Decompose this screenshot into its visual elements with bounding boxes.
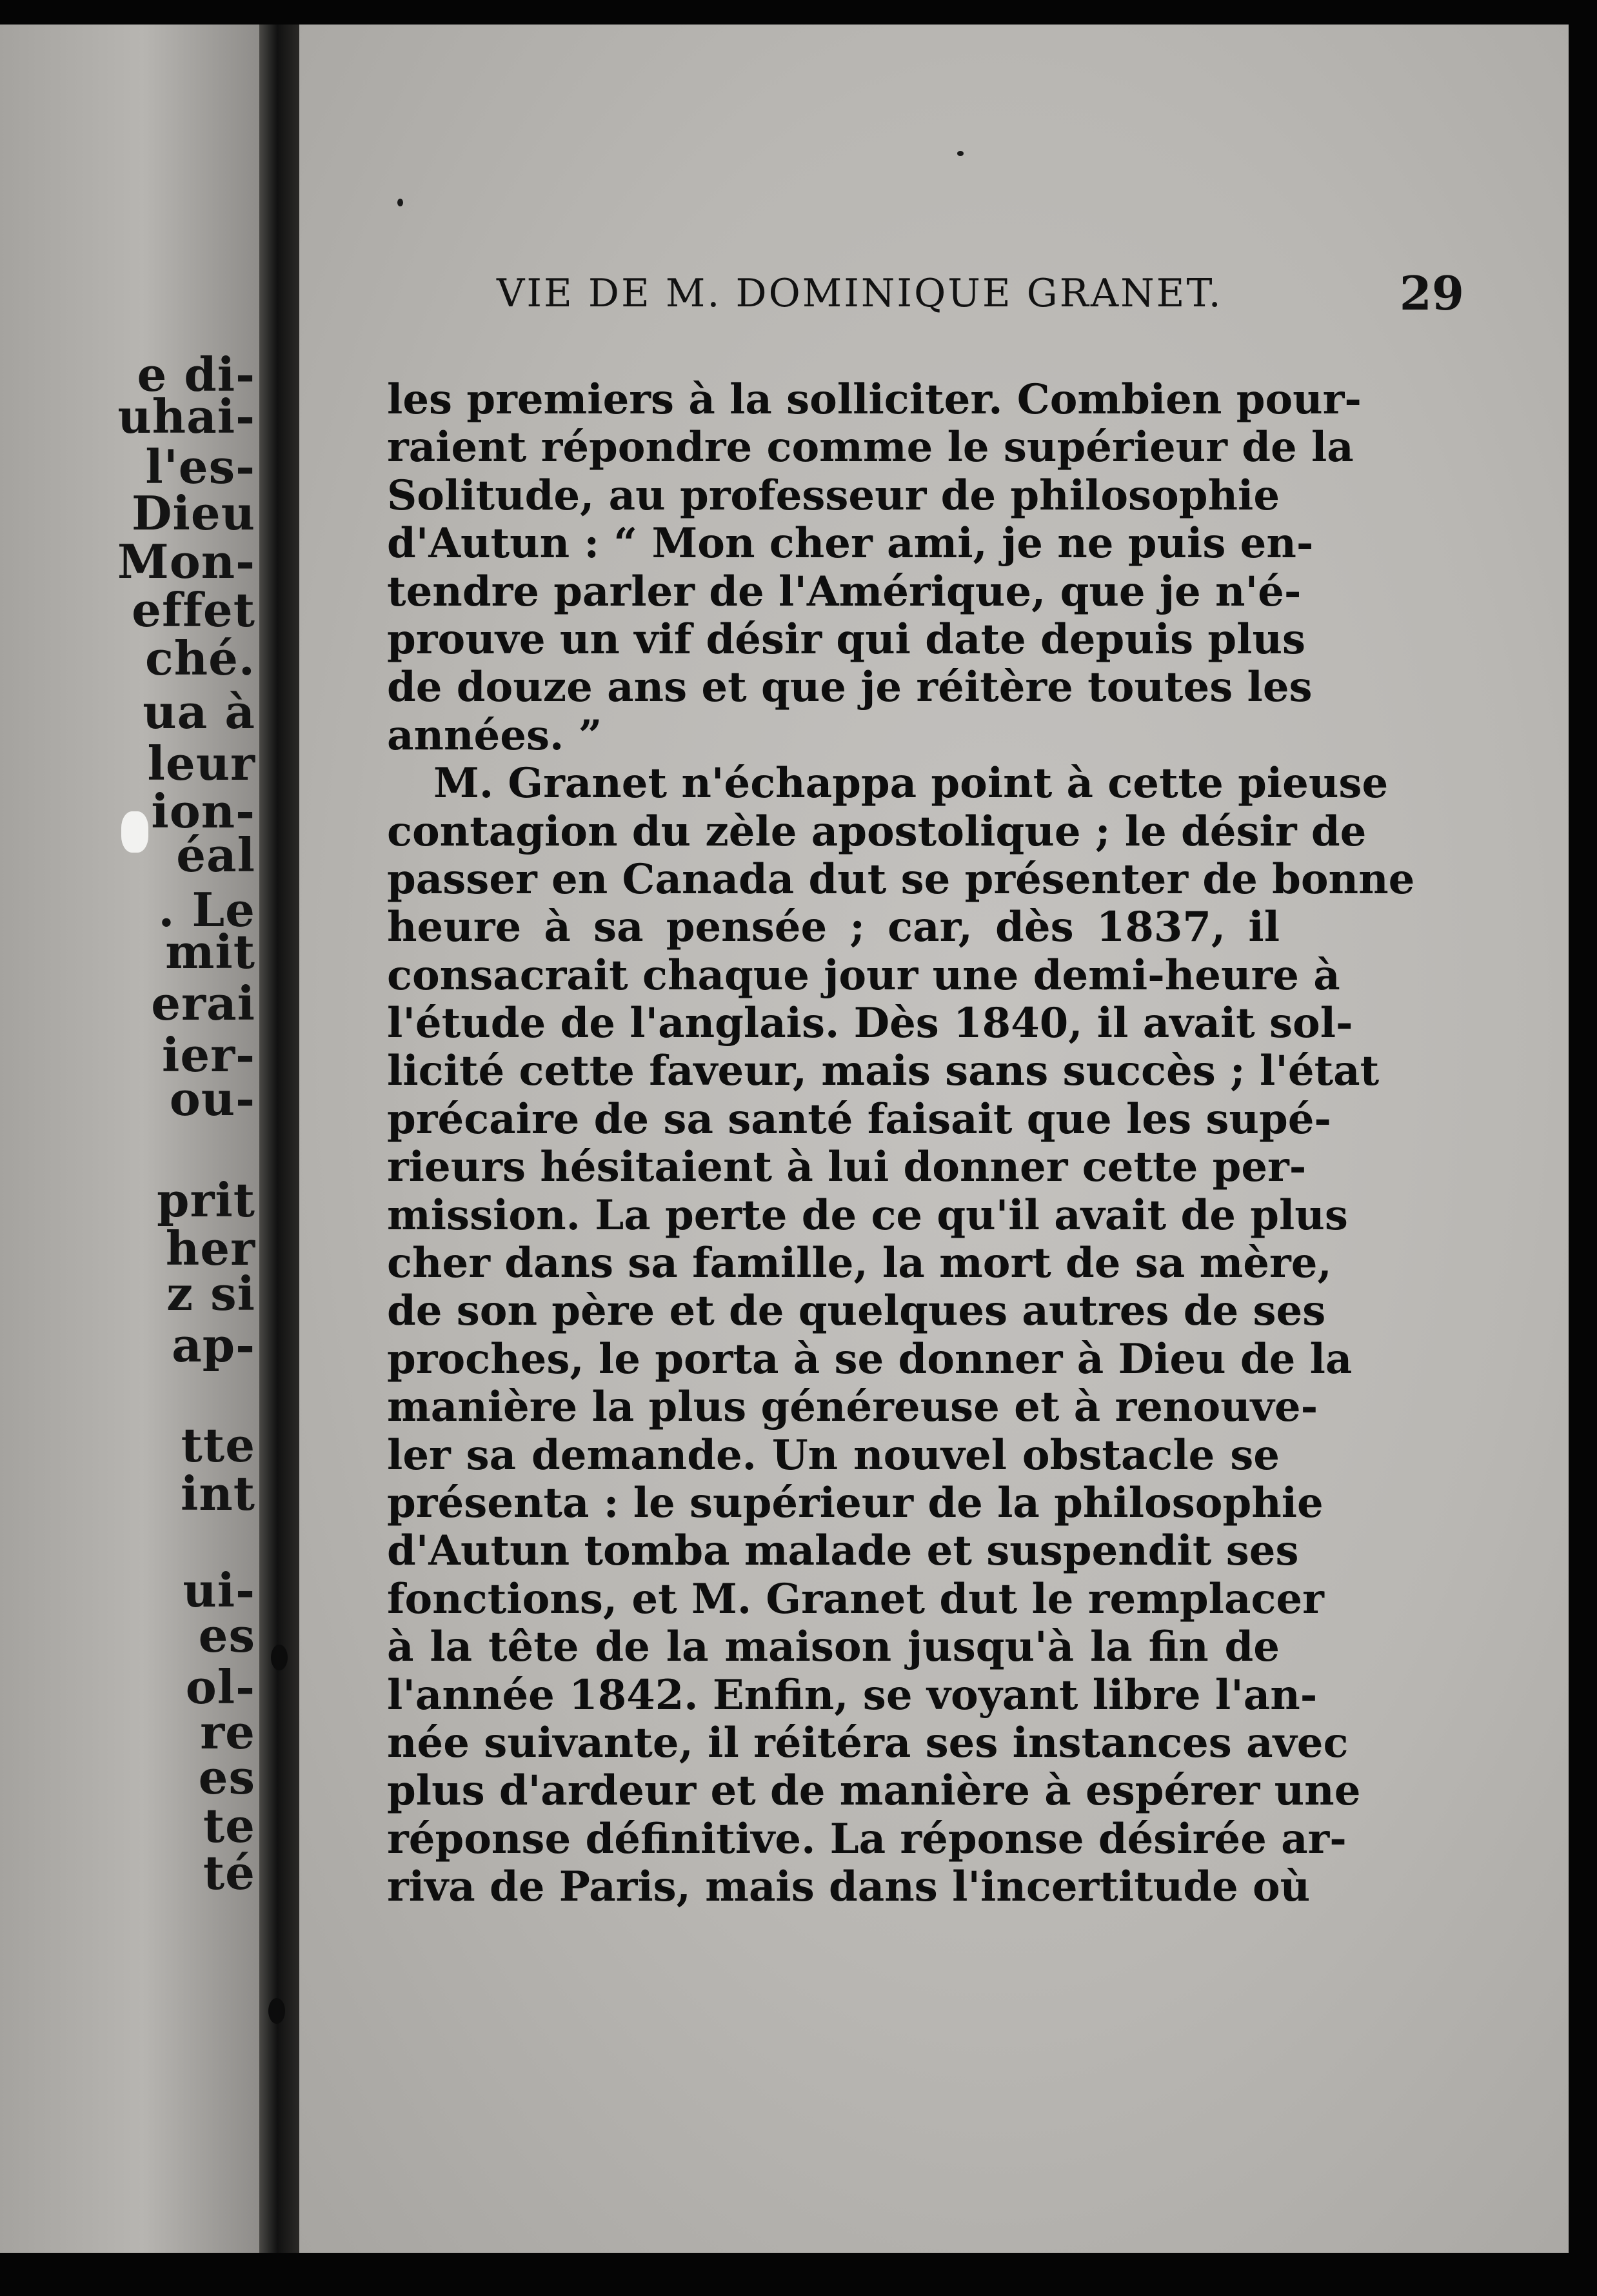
text-line: d'Autun tomba malade et suspendit ses [387,1527,1299,1576]
left-page-line: ché. [144,631,255,686]
left-page-line: l'es- [145,439,255,494]
text-line: Solitude, au professeur de philosophie [387,471,1280,520]
left-page-line: tte [181,1418,255,1472]
text-line: licité cette faveur, mais sans succès ; l'état [387,1047,1380,1096]
page [299,25,1569,2253]
text-line: prouve un vif désir qui date depuis plus [387,615,1305,664]
left-page-line: effet [132,582,255,637]
left-page-line: prit [157,1173,255,1227]
left-page-line: té [203,1845,255,1900]
binding-mark [271,1645,288,1670]
left-page-line: erai [151,976,255,1031]
text-line: heure à sa pensée ; car, dès 1837, il [387,903,1280,952]
binding-mark [268,1998,285,2024]
left-page-line: ua à [143,684,255,739]
left-page-line: . Le [158,882,255,937]
text-line: M. Granet n'échappa point à cette pieuse [433,759,1389,808]
running-head [497,264,1464,322]
left-page-line: ou- [169,1071,255,1126]
text-line: née suivante, il réitéra ses instances avec [387,1718,1349,1767]
text-line: ler sa demande. Un nouvel obstacle se [387,1430,1280,1480]
page-number: 29 [1399,266,1464,321]
left-page-line: éal [176,827,255,882]
text-line: cher dans sa famille, la mort de sa mère, [387,1239,1332,1288]
left-page-line: e di- [137,347,255,402]
text-line: tendre parler de l'Amérique, que je n'é- [387,567,1302,616]
text-line: fonctions, et M. Granet dut le remplacer [387,1574,1324,1623]
text-line: contagion du zèle apostolique ; le désir de [387,807,1367,856]
left-page-fragment [0,25,259,2253]
text-line: présenta : le supérieur de la philosophie [387,1478,1324,1527]
left-page-line: Mon- [117,534,255,589]
text-line: mission. La perte de ce qu'il avait de plus [387,1191,1348,1240]
left-page-line: mit [165,924,255,979]
left-page-line: uhai- [117,389,255,444]
left-page-line: ier- [162,1027,255,1082]
text-line: l'année 1842. Enfin, se voyant libre l'an- [387,1670,1318,1719]
text-line: raient répondre comme le supérieur de la [387,423,1354,472]
text-line: de son père et de quelques autres de ses [387,1287,1326,1336]
text-line: passer en Canada dut se présenter de bonne [387,855,1415,904]
left-page-line: ui- [183,1563,255,1618]
text-line: rieurs hésitaient à lui donner cette per- [387,1143,1307,1192]
left-page-line: es [198,1608,255,1663]
ink-speck [957,151,964,156]
text-line: les premiers à la solliciter. Combien pour- [387,375,1362,424]
text-line: plus d'ardeur et de manière à espérer une [387,1767,1361,1816]
left-page-line: ion- [151,784,255,838]
left-page-line: te [203,1798,255,1853]
left-page-line: z si [166,1266,255,1321]
left-page-line: her [165,1221,255,1276]
left-page-line: Dieu [132,486,255,540]
text-line: l'étude de l'anglais. Dès 1840, il avait sol- [387,999,1353,1048]
text-line: manière la plus généreuse et à renouve- [387,1383,1318,1432]
left-page-line: int [181,1466,255,1521]
text-line: consacrait chaque jour une demi-heure à [387,951,1340,1000]
left-page-line: ol- [185,1659,255,1714]
text-line: précaire de sa santé faisait que les supé- [387,1094,1331,1143]
book-spine [259,25,299,2253]
text-line: riva de Paris, mais dans l'incertitude où [387,1863,1311,1912]
text-line: années. ” [387,711,602,760]
left-page-line: leur [147,736,255,791]
text-line: d'Autun : “ Mon cher ami, je ne puis en- [387,519,1314,568]
text-line: proches, le porta à se donner à Dieu de la [387,1334,1353,1383]
left-page-line: ap- [172,1318,255,1372]
ink-speck [397,199,403,206]
body-text [387,375,1415,1912]
text-line: réponse définitive. La réponse désirée ar- [387,1814,1347,1863]
text-line: à la tête de la maison jusqu'à la fin de [387,1623,1280,1672]
text-line: de douze ans et que je réitère toutes les [387,663,1313,712]
running-head-title: VIE DE M. DOMINIQUE GRANET. [497,271,1223,316]
left-page-line: re [200,1705,255,1759]
left-page-line: es [198,1750,255,1805]
paper-flaw [121,811,148,853]
